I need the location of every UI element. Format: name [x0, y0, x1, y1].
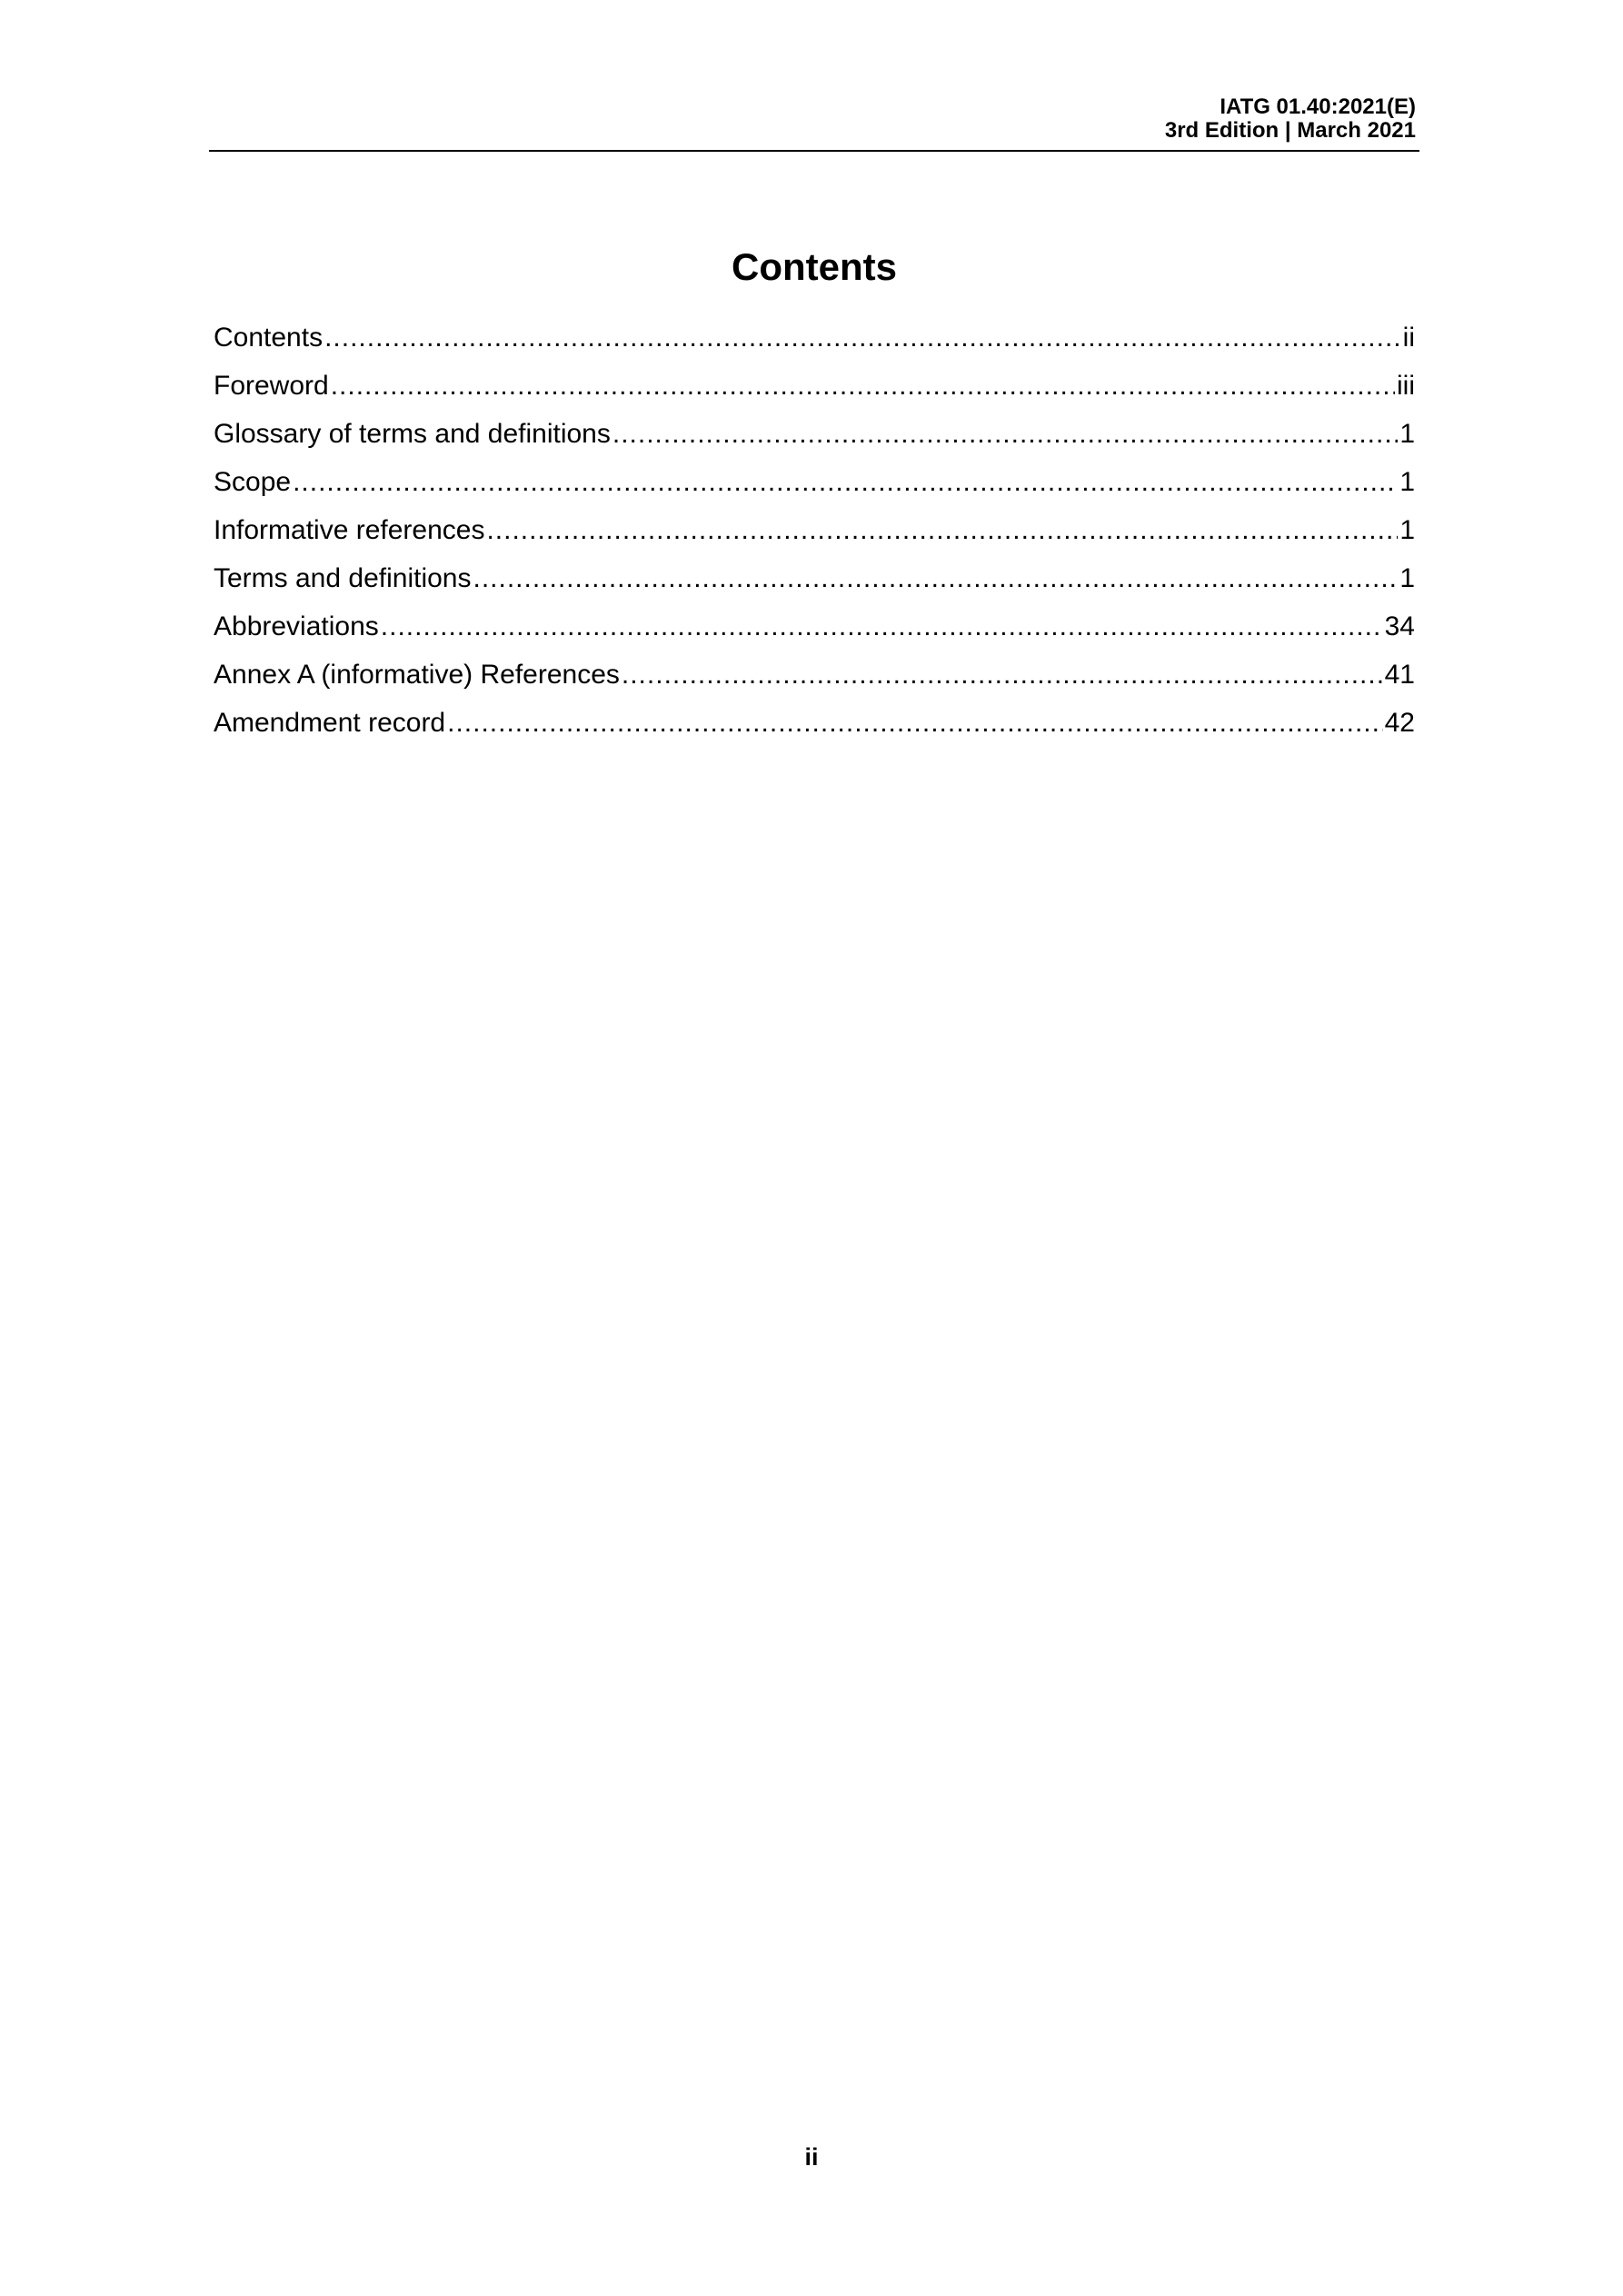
toc-entry-page: iii [1397, 371, 1415, 401]
toc-leader-dots [486, 511, 1398, 551]
toc-entry-foreword[interactable] [214, 366, 1415, 414]
page-number: ii [804, 2143, 819, 2171]
toc-entry-label: Contents [214, 323, 324, 353]
toc-entry-page: 1 [1399, 515, 1415, 545]
toc-entry-label: Annex A (informative) References [214, 660, 620, 690]
toc-leader-dots [612, 414, 1398, 454]
toc-entry-page: ii [1402, 323, 1415, 353]
toc-entry-label: Scope [214, 467, 292, 497]
toc-entry-label: Terms and definitions [214, 563, 472, 593]
toc-entry-terms-and-definitions[interactable] [214, 559, 1415, 607]
toc-entry-glossary[interactable] [214, 414, 1415, 462]
toc-entry-amendment-record[interactable] [214, 703, 1415, 751]
toc-leader-dots [447, 703, 1383, 743]
toc-entry-page: 41 [1384, 660, 1415, 690]
toc-entry-scope[interactable] [214, 462, 1415, 511]
edition-date: 3rd Edition | March 2021 [1164, 118, 1416, 143]
table-of-contents [214, 318, 1415, 751]
toc-leader-dots [331, 366, 1395, 406]
toc-entry-label: Glossary of terms and definitions [214, 419, 611, 449]
toc-entry-page: 34 [1384, 611, 1415, 641]
toc-entry-page: 42 [1384, 708, 1415, 738]
toc-leader-dots [473, 559, 1398, 599]
toc-entry-abbreviations[interactable] [214, 607, 1415, 655]
toc-entry-page: 1 [1399, 419, 1415, 449]
toc-leader-dots [324, 318, 1401, 358]
toc-leader-dots [622, 655, 1383, 695]
document-code: IATG 01.40:2021(E) [1220, 94, 1416, 119]
toc-entry-informative-references[interactable] [214, 511, 1415, 559]
page-title: Contents [732, 245, 897, 288]
toc-leader-dots [381, 607, 1383, 647]
toc-entry-annex-a[interactable] [214, 655, 1415, 703]
page-header [209, 95, 1419, 152]
toc-entry-contents[interactable] [214, 318, 1415, 366]
toc-entry-page: 1 [1399, 563, 1415, 593]
toc-entry-page: 1 [1399, 467, 1415, 497]
toc-entry-label: Amendment record [214, 708, 446, 738]
toc-leader-dots [293, 462, 1398, 502]
toc-entry-label: Abbreviations [214, 611, 379, 641]
toc-entry-label: Informative references [214, 515, 485, 545]
toc-entry-label: Foreword [214, 371, 329, 401]
